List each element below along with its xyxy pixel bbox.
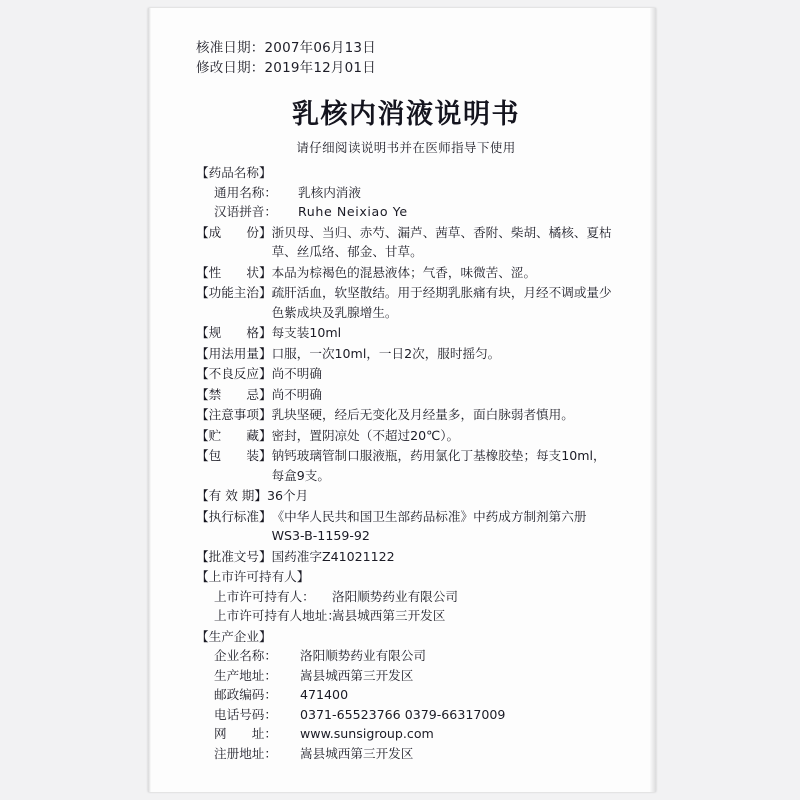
field-indications <box>196 283 616 322</box>
manufacturer-address-value: 嵩县城西第三开发区 <box>300 667 414 683</box>
field-ingredients-label: 【成 份】 <box>196 224 272 240</box>
field-indications-label: 【功能主治】 <box>196 285 272 300</box>
field-dosage-value: 口服，一次10ml，一日2次，服时摇匀。 <box>271 345 501 361</box>
field-indications-value: 疏肝活血，软坚散结。用于经期乳胀痛有块，月经不调或量少色紫成块及乳腺增生。 <box>271 285 612 320</box>
section-drug-name-label: 【药品名称】 <box>196 165 272 180</box>
page-title: 乳核内消液说明书 <box>292 99 520 130</box>
drug-name-pinyin-value: Ruhe Neixiao Ye <box>298 204 408 219</box>
field-shelf-life-value: 36个月 <box>266 488 309 503</box>
manufacturer-phone-key: 电话号码： <box>214 706 277 722</box>
drug-name-pinyin-key: 汉语拼音： <box>214 204 277 219</box>
drug-name-pinyin-row <box>196 202 616 222</box>
holder-address-value: 嵩县城西第三开发区 <box>332 608 446 623</box>
manufacturer-postcode-value: 471400 <box>300 687 349 702</box>
dateline-block <box>196 38 616 78</box>
field-standard-value: 《中华人民共和国卫生部药品标准》中药成方制剂第六册WS3-B-1159-92 <box>271 508 587 543</box>
approval-date-label: 核准日期： <box>196 40 265 56</box>
field-packaging-value: 钠钙玻璃管制口服液瓶，药用氯化丁基橡胶垫；每支10ml，每盒9支。 <box>271 448 606 483</box>
field-storage <box>196 426 616 446</box>
field-shelf-life-label: 【有 效 期】 <box>196 488 267 503</box>
field-ingredients <box>196 223 616 262</box>
field-ingredients-value: 浙贝母、当归、赤芍、漏芦、茜草、香附、柴胡、橘核、夏枯草、丝瓜络、郁金、甘草。 <box>271 224 612 259</box>
manufacturer-name-key: 企业名称： <box>214 648 277 663</box>
revision-date-row <box>196 58 616 78</box>
revision-date-label: 修改日期： <box>196 60 265 76</box>
drug-name-generic-row <box>196 183 616 203</box>
field-standard-label: 【执行标准】 <box>196 508 272 524</box>
manufacturer-address-key: 生产地址： <box>214 667 277 683</box>
field-shelf-life <box>196 486 616 506</box>
field-dosage <box>196 344 616 364</box>
manufacturer-postcode-key: 邮政编码： <box>214 687 277 702</box>
field-contraindications-label: 【禁 忌】 <box>196 386 272 402</box>
paper-left-edge <box>148 8 151 792</box>
field-standard <box>196 507 616 546</box>
manufacturer-postcode-row <box>196 685 616 705</box>
manufacturer-website-key: 网 址： <box>214 726 277 741</box>
section-holder-label: 【上市许可持有人】 <box>196 569 310 584</box>
field-specification-label: 【规 格】 <box>196 325 272 340</box>
holder-name-key: 上市许可持有人： <box>214 588 315 604</box>
revision-date-value: 2019年12月01日 <box>264 60 376 76</box>
approval-date-row <box>196 38 616 58</box>
field-specification <box>196 323 616 343</box>
manufacturer-name-row <box>196 646 616 666</box>
holder-address-key: 上市许可持有人地址： <box>214 608 340 623</box>
field-precautions-value: 乳块坚硬，经后无变化及月经量多，面白脉弱者慎用。 <box>271 407 574 422</box>
manufacturer-website-value[interactable]: www.sunsigroup.com <box>300 726 434 741</box>
manufacturer-registered-address-value: 嵩县城西第三开发区 <box>300 745 414 761</box>
field-approval-number-label: 【批准文号】 <box>196 548 272 564</box>
manufacturer-registered-address-row <box>196 744 616 764</box>
field-precautions-label: 【注意事项】 <box>196 407 272 422</box>
drug-name-generic-key: 通用名称： <box>214 184 277 200</box>
field-adverse-reactions-label: 【不良反应】 <box>196 366 272 381</box>
manufacturer-address-row <box>196 666 616 686</box>
field-contraindications <box>196 385 616 405</box>
drug-name-generic-value: 乳核内消液 <box>298 184 361 200</box>
manufacturer-phone-value: 0371-65523766 0379-66317009 <box>300 706 506 722</box>
field-approval-number-value: 国药准字Z41021122 <box>271 548 395 564</box>
section-manufacturer-label: 【生产企业】 <box>196 628 272 644</box>
holder-address-row <box>196 606 616 626</box>
field-approval-number <box>196 547 616 567</box>
field-dosage-label: 【用法用量】 <box>196 345 272 361</box>
approval-date-value: 2007年06月13日 <box>264 40 376 56</box>
field-adverse-reactions-value: 尚不明确 <box>271 366 322 381</box>
manufacturer-website-row <box>196 724 616 744</box>
page-subtitle: 请仔细阅读说明书并在医师指导下使用 <box>296 140 516 155</box>
field-specification-value: 每支装10ml <box>271 325 342 340</box>
holder-name-value: 洛阳顺势药业有限公司 <box>332 588 458 604</box>
field-properties <box>196 263 616 283</box>
field-packaging-label: 【包 装】 <box>196 448 272 463</box>
field-storage-label: 【贮 藏】 <box>196 427 272 443</box>
field-adverse-reactions <box>196 364 616 384</box>
field-contraindications-value: 尚不明确 <box>271 386 322 402</box>
field-precautions <box>196 405 616 425</box>
paper-right-edge <box>650 8 656 792</box>
manufacturer-phone-row <box>196 705 616 725</box>
field-packaging <box>196 446 616 485</box>
field-properties-value: 本品为棕褐色的混悬液体；气香，味微苦、涩。 <box>271 264 537 280</box>
field-storage-value: 密封，置阴凉处（不超过20℃）。 <box>271 427 460 443</box>
manufacturer-registered-address-key: 注册地址： <box>214 745 277 761</box>
field-properties-label: 【性 状】 <box>196 264 272 280</box>
holder-name-row <box>196 587 616 607</box>
leaflet-content <box>196 38 616 763</box>
manufacturer-name-value: 洛阳顺势药业有限公司 <box>300 648 426 663</box>
